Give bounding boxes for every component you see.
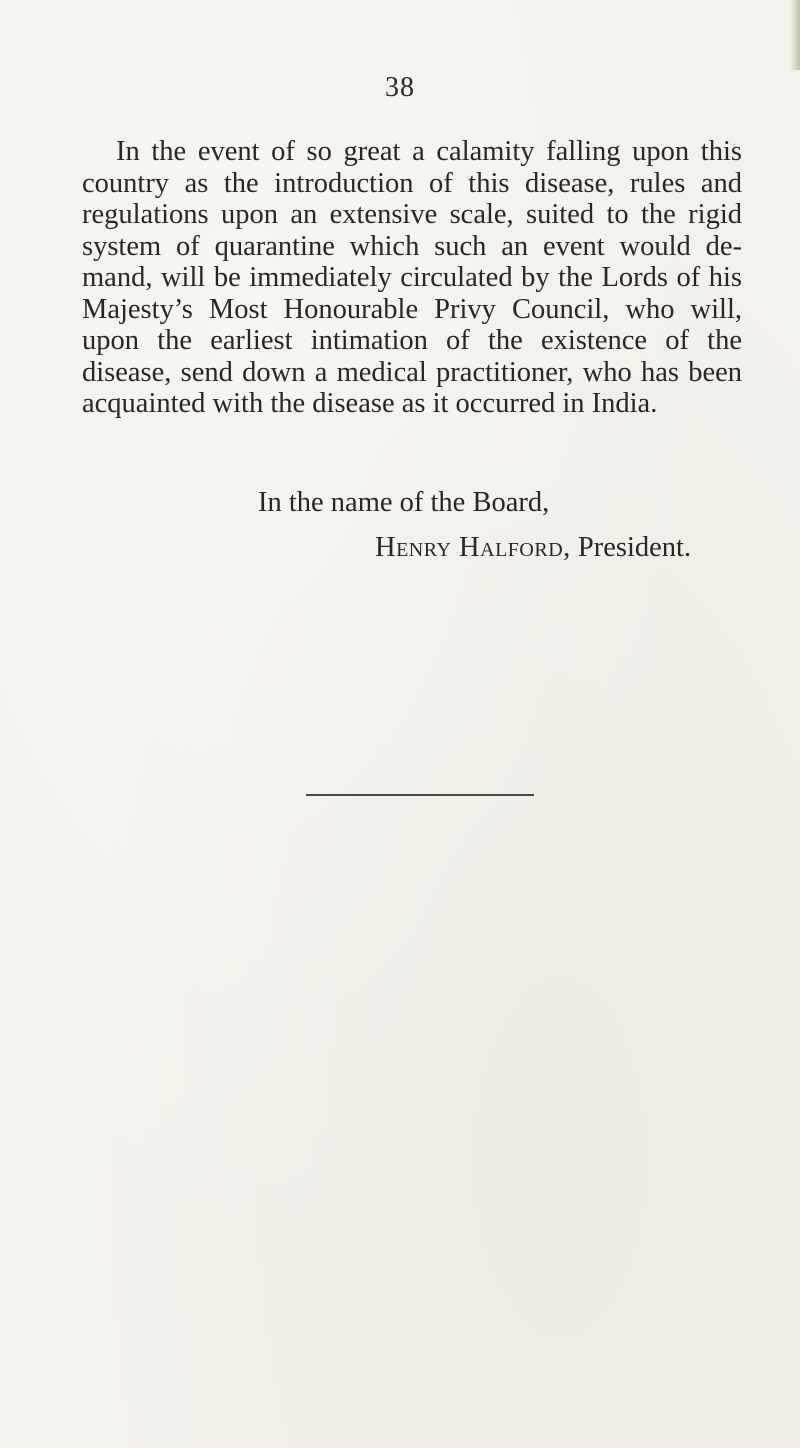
signatory-title: President.: [577, 532, 692, 563]
signature: [375, 532, 691, 564]
page-edge-stain: [790, 0, 800, 70]
body-paragraph: In the event of so great a calamity falling upon this country as the introduction of this disease, rules and regulations upon an extensive scale, suited to the rigid system of quarantine which such an event would de-mand, will be immediately circulated by the Lords of his Majesty’s Most Honourable Privy Council, who will, upon the earliest intimation of the existence of the disease, send down a medical practitioner, who has been acquainted with the disease as it occurred in India.: [82, 136, 742, 419]
closing-line: In the name of the Board,: [258, 487, 550, 518]
page-number: 38: [385, 72, 415, 103]
signatory-name: Henry Halford,: [375, 532, 571, 563]
horizontal-rule: [306, 794, 534, 796]
